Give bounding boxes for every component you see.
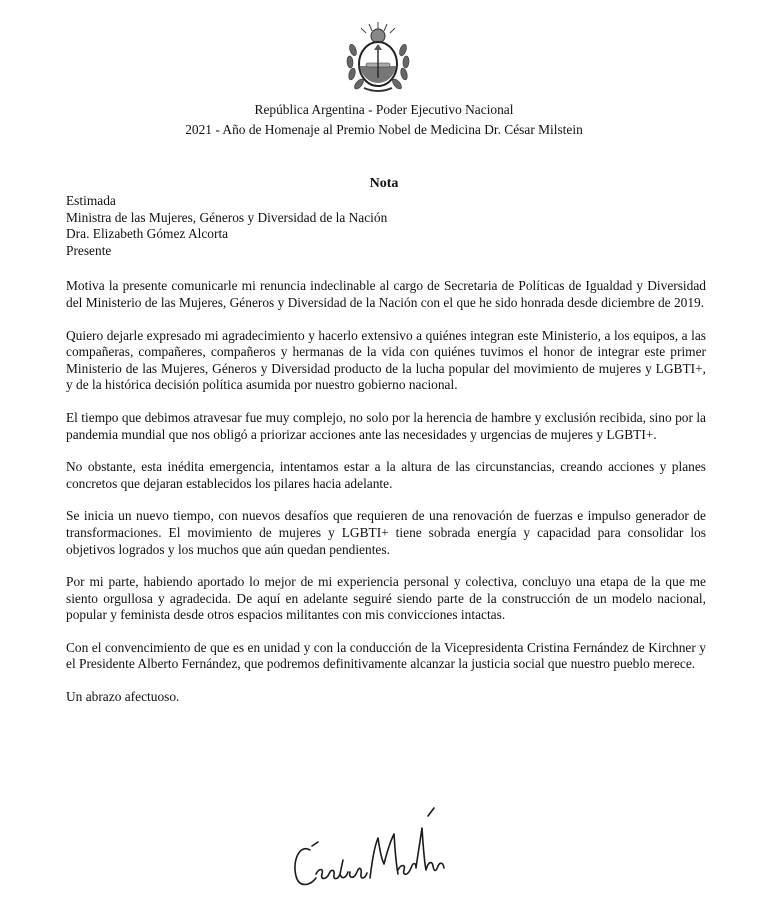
paragraph: Motiva la presente comunicarle mi renuncia indeclinable al cargo de Secretaria de Políticas de Igualdad y Diversidad del Ministerio de las Mujeres, Géneros y Diversidad de la Nación con el que he sido honrada desde diciembre de 2019. [66, 278, 706, 310]
paragraph: Por mi parte, habiendo aportado lo mejor de mi experiencia personal y colectiva, concluyo una etapa de la que me siento orgullosa y agradecida. De aquí en adelante seguiré siendo parte de la construcción de un modelo nacional, popular y feminista desde otros espacios militantes con mis convicciones intactas. [66, 574, 706, 623]
recipient-address [66, 193, 706, 259]
paragraph: Quiero dejarle expresado mi agradecimiento y hacerlo extensivo a quiénes integran este Ministerio, a los equipos, a las compañeras, compañeres, compañeros y hermanas de la vida con quiénes tuvimos el honor de integrar este primer Ministerio de las Mujeres, Géneros y Diversidad producto de la lucha popular del movimiento de mujeres y LGBTI+, y de la histórica decisión política asumida por nuestro gobierno nacional. [66, 327, 706, 393]
document-title: Nota [369, 176, 399, 191]
argentina-coat-of-arms-icon [344, 20, 412, 96]
letter-body [66, 193, 706, 706]
paragraph: El tiempo que debimos atravesar fue muy complejo, no solo por la herencia de hambre y exclusión recibida, sino por la pandemia mundial que nos obligó a priorizar acciones ante las necesidades y urgencias de mujeres y LGBTI+. [66, 409, 706, 442]
address-line: Estimada [66, 193, 116, 208]
address-line: Presente [66, 242, 112, 258]
address-line: Ministra de las Mujeres, Géneros y Diversidad de la Nación [66, 209, 388, 225]
address-line: Dra. Elizabeth Gómez Alcorta [66, 226, 229, 242]
header-line-2: 2021 - Año de Homenaje al Premio Nobel de Medicina Dr. César Milstein [185, 122, 583, 137]
document-header [0, 100, 768, 140]
paragraph: Se inicia un nuevo tiempo, con nuevos desafíos que requieren de una renovación de fuerzas e impulso generador de transformaciones. El movimiento de mujeres y LGBTI+ tiene sobrada energía y capacidad para consolidar los objetivos logrados y los muchos que aún quedan pendientes. [66, 508, 706, 557]
handwritten-signature [288, 798, 448, 898]
paragraph: No obstante, esta inédita emergencia, intentamos estar a la altura de las circunstancias, creando acciones y planes concretos que dejaran establecidos los pilares hacia adelante. [66, 459, 706, 491]
header-line-1: República Argentina - Poder Ejecutivo Nacional [254, 102, 514, 117]
closing: Un abrazo afectuoso. [66, 689, 180, 705]
paragraph: Con el convencimiento de que es en unidad y con la conducción de la Vicepresidenta Cristina Fernández de Kirchner y el Presidente Alberto Fernández, que podremos definitivamente alcanzar la justicia social que nuestro pueblo merece. [66, 639, 706, 672]
